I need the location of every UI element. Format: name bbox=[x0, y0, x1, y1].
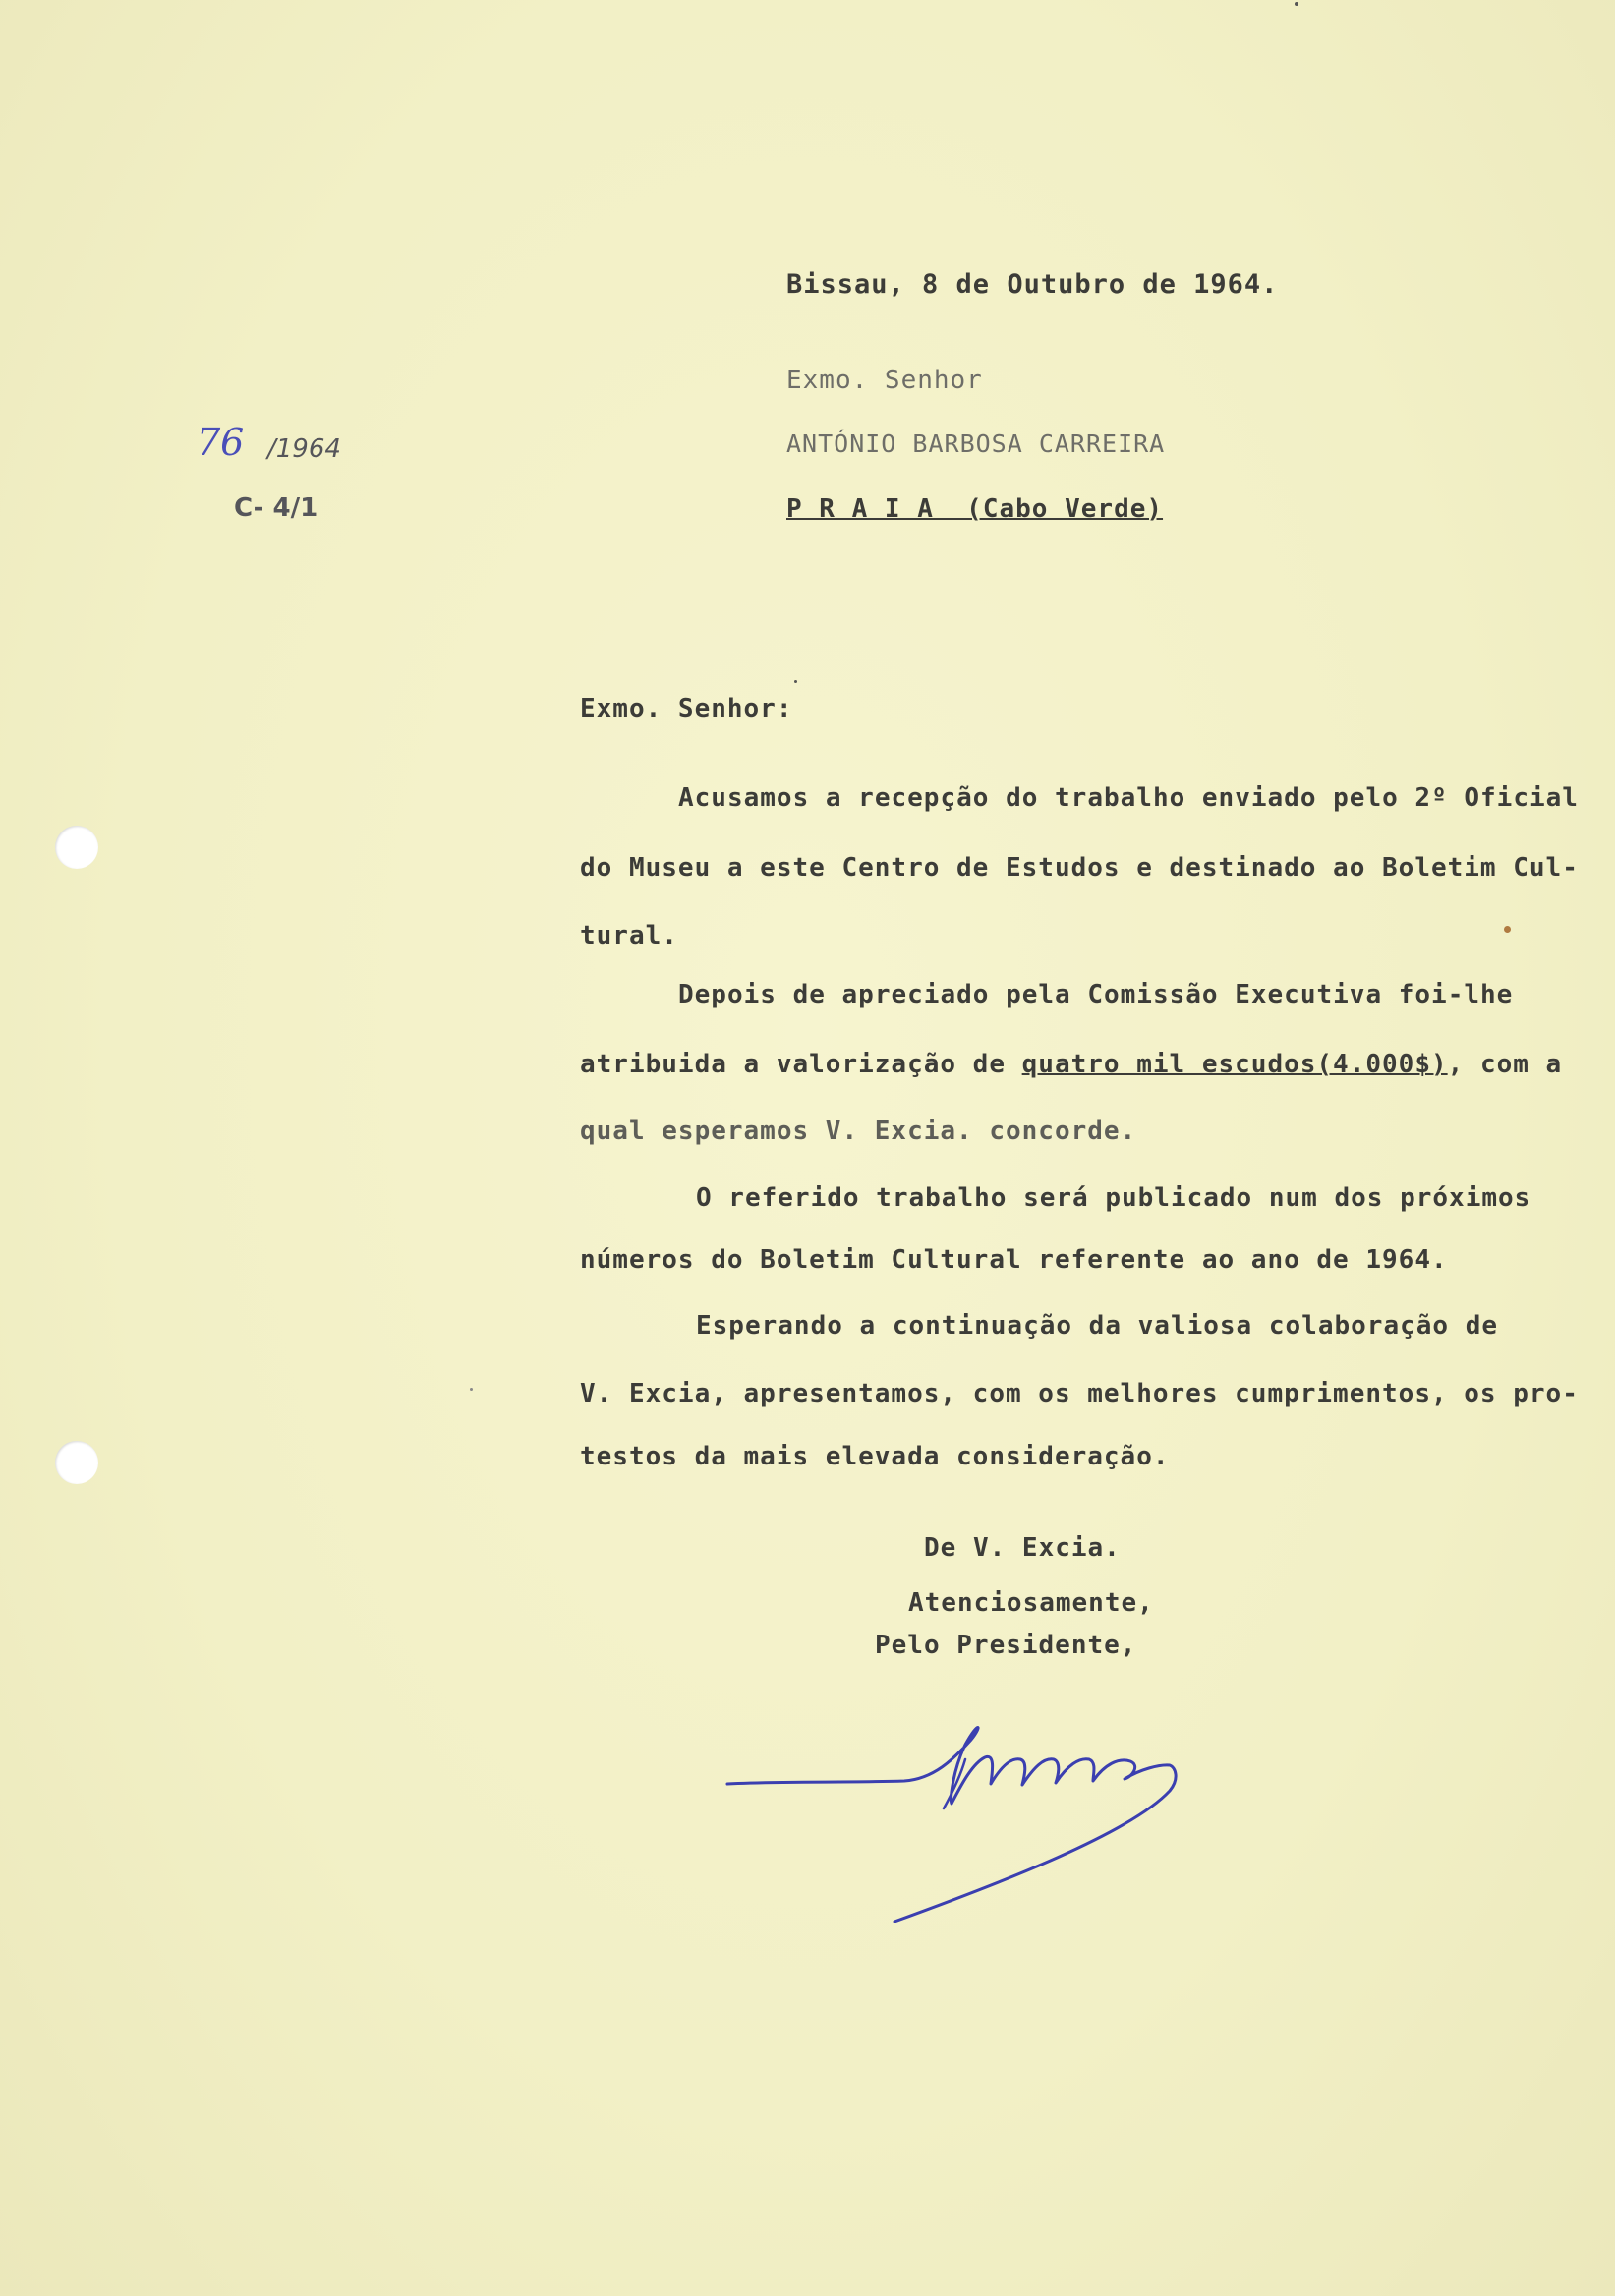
closing-line-2: Atenciosamente, bbox=[908, 1588, 1154, 1618]
body-line-7: O referido trabalho será publicado num dos próximos bbox=[696, 1183, 1531, 1213]
body-line-2: do Museu a este Centro de Estudos e destinado ao Boletim Cul- bbox=[580, 853, 1579, 883]
body-line-4: Depois de apreciado pela Comissão Executiva foi-lhe bbox=[678, 980, 1514, 1009]
punch-hole-bottom bbox=[55, 1441, 98, 1484]
body-line-3: tural. bbox=[580, 921, 678, 950]
paper-speck bbox=[794, 680, 797, 683]
place-date: Bissau, 8 de Outubro de 1964. bbox=[786, 269, 1279, 300]
greeting: Exmo. Senhor: bbox=[580, 694, 793, 723]
paper-speck bbox=[1504, 926, 1511, 933]
body-line-10: V. Excia, apresentamos, com os melhores cumprimentos, os pro- bbox=[580, 1379, 1579, 1408]
recipient-name: ANTÓNIO BARBOSA CARREIRA bbox=[786, 430, 1166, 458]
body-line-1: Acusamos a recepção do trabalho enviado pelo 2º Oficial bbox=[678, 783, 1579, 813]
closing-line-1: De V. Excia. bbox=[924, 1533, 1121, 1563]
body-line-11: testos da mais elevada consideração. bbox=[580, 1442, 1170, 1471]
paper-speck bbox=[470, 1388, 473, 1391]
reference-year: /1964 bbox=[267, 434, 341, 464]
handwritten-signature bbox=[708, 1671, 1219, 1926]
punch-hole-top bbox=[55, 826, 98, 869]
handwritten-reference-number: 76 bbox=[197, 421, 245, 464]
closing-line-3: Pelo Presidente, bbox=[875, 1631, 1137, 1660]
body-line-5 bbox=[580, 1050, 1562, 1079]
body-line-6: qual esperamos V. Excia. concorde. bbox=[580, 1117, 1137, 1146]
body-line-9: Esperando a continuação da valiosa colaboração de bbox=[696, 1311, 1499, 1341]
recipient-place: P R A I A (Cabo Verde) bbox=[786, 494, 1164, 524]
paper-speck bbox=[1295, 2, 1298, 6]
recipient-salutation: Exmo. Senhor bbox=[786, 366, 983, 395]
body-line-5-end: , com a bbox=[1447, 1050, 1563, 1079]
reference-code: C- 4/1 bbox=[234, 493, 318, 523]
amount-underlined: quatro mil escudos(4.000$) bbox=[1021, 1050, 1448, 1079]
body-line-8: números do Boletim Cultural referente ao ano de 1964. bbox=[580, 1245, 1448, 1275]
body-line-5-start: atribuida a valorização de bbox=[580, 1050, 1022, 1079]
